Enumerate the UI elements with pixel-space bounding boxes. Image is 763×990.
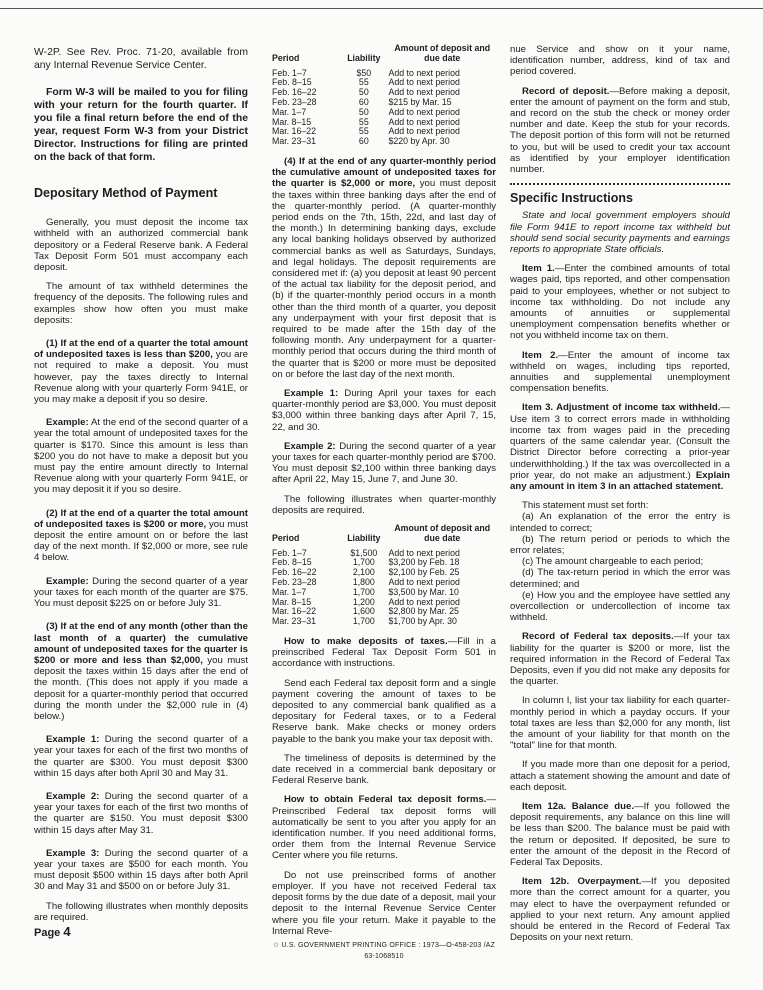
table-cell-liability: 50 — [358, 87, 369, 98]
table-cell-amount: Add to next period — [388, 116, 460, 127]
table-cell-period: Mar. 23–31 — [272, 136, 317, 147]
quarter-monthly-deposit-table — [272, 524, 496, 627]
table-header-amount: Amount of deposit and due date — [394, 523, 491, 543]
table-cell-amount: $3,500 by Mar. 10 — [388, 586, 459, 597]
statement-list — [510, 511, 730, 623]
table-cell-liability: 1,800 — [352, 577, 375, 588]
item-12b: Item 12b. Overpayment.—If you deposited more than the correct amount for a quarter, you may elect to have the overpayment refunded or applied to your next return. Any amount applied should be entered in the Record of Federal Tax Deposits on your next return. — [510, 876, 730, 944]
table-cell-period: Feb. 23–28 — [272, 96, 317, 107]
intro-text: W-2P. See Rev. Proc. 71-20, available from any Internal Revenue Service Center. — [34, 47, 248, 71]
table-cell-period: Mar. 16–22 — [272, 606, 317, 617]
section-heading-specific: Specific Instructions — [510, 191, 633, 206]
table-cell-liability: 1,600 — [352, 606, 375, 617]
printing-office-footer: ☆ U.S. GOVERNMENT PRINTING OFFICE : 1973—O-458-203 /AZ 63-1068510 — [272, 941, 496, 961]
table-cell-liability: 55 — [358, 116, 369, 127]
how-to-obtain-forms: How to obtain Federal tax deposit forms.—Preinscribed Federal tax deposit forms will automatically be sent to you after you apply for an identification number. If you need additional forms, order them from the Internal Revenue Service Center where you file returns. — [272, 794, 496, 862]
record-of-deposit: Record of deposit.—Before making a deposit, enter the amount of payment on the form and stub, and record on the stub the check or money order number and date. Keep the stub for your records. The deposit portion of this form will not be returned to you, but will be used to credit your tax account as identified by your employer identification number. — [510, 85, 730, 176]
rule-2: (2) If at the end of a quarter the total amount of undeposited taxes is $200 or more, you must deposit the entire amount on or before the last day of the next month. If $2,000 or more, see rule 4 below. — [34, 507, 248, 564]
paragraph-continued: nue Service and show on it your name, identification number, address, kind of tax and period covered. — [510, 44, 730, 78]
paragraph-statement: This statement must set forth: — [522, 500, 649, 512]
table-cell-amount: $220 by Apr. 30 — [388, 136, 450, 147]
table-cell-amount: $2,100 by Feb. 25 — [388, 567, 460, 578]
table-cell-period: Feb. 8–15 — [272, 77, 312, 88]
table-cell-amount: Add to next period — [388, 596, 460, 607]
table-cell-period: Feb. 23–28 — [272, 577, 317, 588]
table-cell-period: Mar. 8–15 — [272, 116, 312, 127]
table-cell-amount: $2,800 by Mar. 25 — [388, 606, 459, 617]
table-cell-liability: 2,100 — [352, 567, 375, 578]
example-1-rule-3: Example 1: During the second quarter of a year your taxes for each of the first two months of the quarter are $300. You must deposit $300 within 15 days after both April 30 and May 31. — [34, 734, 248, 779]
table-header-period: Period — [272, 532, 300, 543]
table-cell-liability: 1,700 — [352, 586, 375, 597]
table-cell-liability: 60 — [358, 136, 369, 147]
rule-3: (3) If at the end of any month (other than the last month of a quarter) the cumulative amount of undeposited taxes for the quarter is $200 or more and less than $2,000, you must deposit the taxes within 15 days after the end of the month. (This does not apply if you made a deposit for a quarter-monthly period that occurred during the month under the $2,000 rule in (4) below.) — [34, 621, 248, 722]
paragraph-timeliness: The timeliness of deposits is determined by the date received in a commercial bank depositary or Federal Reserve bank. — [272, 752, 496, 787]
example-1-rule-4: Example 1: During April your taxes for each quarter-monthly period are $3,000. You must deposit $3,000 within three banking days after April 7, 15, 22, and 30. — [272, 388, 496, 433]
table-cell-liability: 1,700 — [352, 616, 375, 627]
paragraph-general: Generally, you must deposit the income tax withheld with an authorized commercial bank depository or a Federal Reserve bank. A Federal Tax Deposit Form 501 must accompany each deposit. — [34, 217, 248, 274]
table-cell-period: Feb. 1–7 — [272, 547, 307, 558]
paragraph-amount: The amount of tax withheld determines the frequency of the deposits. The following rules and examples show how often you must make deposits: — [34, 281, 248, 326]
paragraph-send: Send each Federal tax deposit form and a single payment covering the amount of taxes to be deposited to any commercial bank qualified as a depositary for Federal taxes, or to a Federal Reserve bank. Make checks or money orders payable to the bank you make your tax deposit with. — [272, 677, 496, 745]
table-cell-amount: Add to next period — [388, 87, 460, 98]
list-item: (d) The tax-return period in which the error was determined; and — [510, 567, 730, 590]
table-cell-amount: Add to next period — [388, 577, 460, 588]
rule-4: (4) If at the end of any quarter-monthly period the cumulative amount of undeposited taxes for the quarter is $2,000 or more, you must deposit the taxes within three banking days after the end of the quarter-monthly period. (A quarter-monthly period ends on the 7th, 15th, 22d, and last day of the month.) In determining banking days, exclude any local banking holidays observed by authorized commercial banks as well as Saturdays, Sundays, and legal holidays. The deposit requirements are considered met if: (a) you deposit at least 90 percent of the actual tax liability for the deposit period, and (b) if the quarter-monthly period occurs in a month other than the third month of a quarter, you deposit any underpayment with your first deposit that is required to be made after the 15th day of the following month. Any underpayment for a quarter-monthly period that occurs during the third month of the quarter that is $200 or more must be deposited on or before the last day of the next month. — [272, 155, 496, 380]
paragraph-state-local: State and local government employers should file Form 941E to report income tax withheld but should send social security payments and earnings reports to appropriate State officials. — [510, 210, 730, 256]
page-number: Page 4 — [34, 924, 71, 939]
item-1: Item 1.—Enter the combined amounts of total wages paid, tips reported, and other compensation paid to your employees, whether or not subject to income tax withholding. Do not include any amounts of annuities or supplemental unemployment compensation benefits whether or not you withheld income tax on them. — [510, 263, 730, 342]
table-cell-liability: 1,700 — [352, 557, 375, 568]
table-cell-liability: 55 — [358, 77, 369, 88]
table-cell-period: Mar. 1–7 — [272, 106, 307, 117]
table-header-liability: Liability — [347, 52, 381, 63]
item-12a: Item 12a. Balance due.—If you followed the deposit requirements, any balance on this line will be less than $200. The balance must be paid with the return or deposited. If deposited, be sure to enter the amount of the deposit in the Record of Federal Tax Deposits. — [510, 800, 730, 868]
how-to-make-deposits: How to make deposits of taxes.—Fill in a preinscribed Federal Tax Deposit Form 501 in accordance with instructions. — [272, 636, 496, 670]
column-left — [34, 46, 248, 931]
table-cell-amount: $215 by Mar. 15 — [388, 96, 452, 107]
list-item: (a) An explanation of the error the entry is intended to correct; — [510, 511, 730, 534]
table-cell-amount: $1,700 by Apr. 30 — [388, 616, 457, 627]
list-item: (c) The amount chargeable to each period; — [522, 556, 704, 568]
monthly-deposit-table — [272, 44, 496, 147]
paragraph-column-one: In column I, list your tax liability for each quarter-monthly period in which a payday occurs. If your total taxes are less than $2,000 for any month, list the amount of your liability for that month on the "total" line for that month. — [510, 695, 730, 752]
table-cell-liability: 1,200 — [352, 596, 375, 607]
table-row — [272, 617, 496, 627]
table-cell-liability: 50 — [358, 106, 369, 117]
list-item: (e) How you and the employee have settled any overcollection or undercollection of income tax withheld. — [510, 589, 730, 624]
table-cell-period: Mar. 1–7 — [272, 586, 307, 597]
table-cell-period: Feb. 16–22 — [272, 87, 317, 98]
column-right — [510, 44, 730, 951]
table-cell-amount: Add to next period — [388, 67, 460, 78]
example-2-rule-4: Example 2: During the second quarter of a year your taxes for each quarter-monthly period are $700. You must deposit $2,100 within three banking days after April 22, May 15, June 7, and June 30. — [272, 440, 496, 486]
table-cell-period: Feb. 8–15 — [272, 557, 312, 568]
table-cell-period: Mar. 8–15 — [272, 596, 312, 607]
table-row — [272, 137, 496, 147]
paragraph-more-than-one: If you made more than one deposit for a period, attach a statement showing the amount and date of each deposit. — [510, 759, 730, 793]
form-w3-notice: Form W-3 will be mailed to you for filing with your return for the fourth quarter. If you file a final return before the end of the year, request Form W-3 from your District Director. Instructions for filing are printed on the back of that form. — [34, 87, 248, 163]
example-rule-1: Example: At the end of the second quarter of a year the total amount of undeposited taxes for the quarter is $170. Since this amount is less than $200 you do not have to make a deposit but you must pay the entire amount directly to Internal Revenue along with your quarterly Form 941E, or you may deposit it if you so desire. — [34, 417, 248, 496]
section-heading-depositary: Depositary Method of Payment — [34, 186, 218, 200]
table-cell-period: Feb. 1–7 — [272, 67, 307, 78]
table-cell-amount: Add to next period — [388, 547, 460, 558]
example-rule-2: Example: During the second quarter of a year your taxes for each month of the quarter are $75. You must deposit $225 on or before July 31. — [34, 575, 248, 610]
table-header-liability: Liability — [347, 532, 381, 543]
list-item: (b) The return period or periods to which the error relates; — [510, 533, 730, 556]
example-3-rule-3: Example 3: During the second quarter of a year your taxes are $500 for each month. You must deposit $500 within 15 days after both April 30 and May 31 and $500 on or before July 31. — [34, 847, 248, 893]
table-cell-amount: Add to next period — [388, 77, 460, 88]
table-cell-period: Feb. 16–22 — [272, 567, 317, 578]
table-cell-liability: $1,500 — [350, 547, 378, 558]
example-2-rule-3: Example 2: During the second quarter of a year your taxes for each of the first two months of the quarter are $150. You must deposit $300 within 15 days after May 31. — [34, 790, 248, 836]
table-cell-period: Mar. 23–31 — [272, 616, 317, 627]
table-cell-amount: Add to next period — [388, 106, 460, 117]
paragraph-do-not-use: Do not use preinscribed forms of another employer. If you have not received Federal tax deposit forms by the due date of a deposit, mail your deposit to the Internal Revenue Service Center where you file your return. Make it payable to the Internal Reve- — [272, 869, 496, 937]
rule-1: (1) If at the end of a quarter the total amount of undeposited taxes is less than $200, you are not required to make a deposit. You must however, pay the taxes directly to Internal Revenue along with your quarterly Form 941E, or you may make a deposit if you so desire. — [34, 338, 249, 406]
item-3: Item 3. Adjustment of income tax withheld.—Use item 3 to correct errors made in withholding income tax from wages paid in the preceding quarters of the same calendar year. (Consult the District Director before correcting a prior-year underwithholding.) If the tax was overcollected in a prior year, do not make an adjustment.) Explain any amount in item 3 in an attached statement. — [510, 402, 730, 492]
table-cell-period: Mar. 16–22 — [272, 126, 317, 137]
item-2: Item 2.—Enter the amount of income tax withheld on wages, including tips reported, annuities and supplemental unemployment compensation benefits. — [510, 349, 730, 395]
table-cell-amount: Add to next period — [388, 126, 460, 137]
table-header-period: Period — [272, 52, 300, 63]
table-cell-liability: 55 — [358, 126, 369, 137]
column-middle — [272, 44, 496, 962]
paragraph-following-monthly: The following illustrates when monthly deposits are required. — [34, 900, 248, 923]
table-cell-amount: $3,200 by Feb. 18 — [388, 557, 460, 568]
page-top-rule — [0, 8, 763, 9]
section-divider — [510, 183, 730, 185]
record-federal-deposits: Record of Federal tax deposits.—If your tax liability for the quarter is $200 or more, list the required information in the Record of Federal Tax Deposits, even if you did not make any deposits for the quarter. — [510, 631, 730, 688]
table-cell-liability: 60 — [358, 96, 369, 107]
table-header-amount: Amount of deposit and due date — [394, 43, 491, 63]
table-cell-liability: $50 — [356, 67, 372, 78]
paragraph-following-quarter-monthly: The following illustrates when quarter-monthly deposits are required. — [272, 493, 496, 516]
